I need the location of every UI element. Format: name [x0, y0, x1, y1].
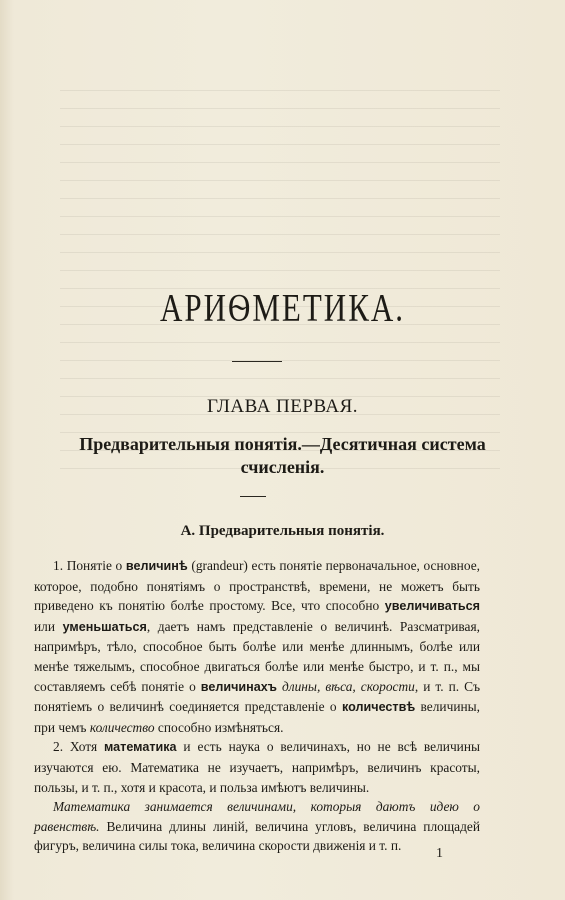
- section-heading: А. Предварительныя понятія.: [180, 523, 385, 539]
- page-number: 1: [436, 846, 443, 861]
- term: уменьшаться: [62, 619, 147, 634]
- text-run: Хотя: [63, 739, 105, 755]
- text-run: величины, при чемъ: [34, 699, 480, 735]
- text-run: и есть наука о величинахъ, но не всѣ величины изучаются ею. Математика не изучаетъ, напримѣръ, величинъ красоты, пользы, и т. п., хотя и красота, и польза имѣютъ величины.: [34, 739, 481, 795]
- term: увеличиваться: [384, 599, 480, 614]
- paragraph-2: [34, 737, 480, 797]
- term: величинѣ: [125, 559, 188, 573]
- paragraph-3: [34, 797, 480, 856]
- text-run: Величина длины линій, величина угловъ, величина площадей фигуръ, величина силы тока, величина скорости движенія и т. п.: [34, 818, 480, 854]
- emphasis: Математика занимается величинами, которыя даютъ идею о равенствѣ.: [34, 799, 480, 834]
- body-text: [34, 556, 480, 856]
- paragraph-1: [34, 556, 480, 737]
- subtitle-line-1: Предварительныя понятія.—Десятичная система: [79, 434, 486, 454]
- text-run: Понятіе о: [63, 558, 126, 573]
- chapter-heading: ГЛАВА ПЕРВАЯ.: [206, 396, 359, 417]
- page-title: АРИѲМЕТИКА.: [159, 285, 406, 330]
- term: математика: [104, 740, 177, 755]
- paragraph-number: 2.: [53, 739, 64, 755]
- subtitle-rule: [240, 496, 266, 497]
- text-run: или: [34, 618, 63, 634]
- text-run: (grandeur) есть понятіе первоначальное, основное, которое, подобно понятіямъ о пространствѣ, времени, не можетъ быть приведено къ понятію болѣе простому. Все, что способно: [34, 558, 480, 614]
- chapter-subtitle: [30, 433, 535, 479]
- term: количествѣ: [342, 700, 416, 715]
- text-run: , даетъ намъ представленіе о величинѣ. Разсматривая, напримѣръ, тѣло, способное быть болѣе или менѣе длиннымъ, болѣе или менѣе тяжелымъ, способное двигаться болѣе или менѣе быстро, и т. п., мы составляемъ себѣ понятіе о: [34, 618, 480, 694]
- text-run: , и т. п. Съ понятіемъ о величинѣ соединяется представленіе о: [34, 678, 480, 715]
- title-rule: [232, 361, 282, 362]
- term: величинахъ: [200, 679, 277, 694]
- paragraph-number: 1.: [53, 558, 64, 573]
- subtitle-line-2: счисленія.: [240, 457, 325, 477]
- emphasis: длины, вѣса, скорости: [276, 678, 415, 694]
- emphasis: количество: [89, 719, 155, 735]
- text-run: способно измѣняться.: [154, 719, 284, 735]
